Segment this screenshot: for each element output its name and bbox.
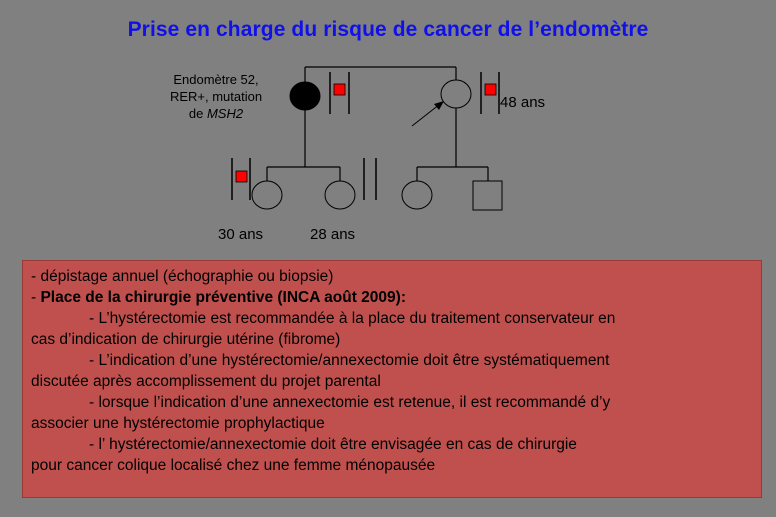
sub-item-4-line1 <box>31 434 753 455</box>
mother-annotation-line1: Endomètre 52, <box>173 72 259 87</box>
sub-item-1-text: - L’hystérectomie est recommandée à la place du traitement conservateur en <box>89 310 616 327</box>
daughter1-mutation-marker <box>236 171 247 182</box>
gene-name: MSH2 <box>206 106 244 121</box>
proband-arrow-head <box>434 101 444 110</box>
proband-age: 48 ans <box>500 94 546 111</box>
daughter1-symbol <box>252 181 282 209</box>
daughter1-age: 30 ans <box>218 226 264 243</box>
heading-dash: - <box>31 289 41 306</box>
recommendations-box <box>22 260 762 498</box>
mother-affected-symbol <box>290 82 320 110</box>
sub-item-3-line2: associer une hystérectomie prophylactique <box>31 415 325 432</box>
grandson-symbol <box>473 181 502 210</box>
daughter2-age: 28 ans <box>310 226 356 243</box>
sub-item-4-text: - l’ hystérectomie/annexectomie doit être envisagée en cas de chirurgie <box>89 436 577 453</box>
sub-item-3-text: - lorsque l’indication d’une annexectomie est retenue, il est recommandé d’y <box>89 394 611 411</box>
sub-item-1-line2: cas d’indication de chirurgie utérine (fibrome) <box>31 331 341 348</box>
mother-annotation <box>148 71 284 122</box>
mother-mutation-marker <box>334 84 345 95</box>
mother-annotation-line3 <box>148 105 284 122</box>
proband-arrow <box>412 104 440 126</box>
sub-item-1-line1 <box>31 308 753 329</box>
sub-item-3-line1 <box>31 392 753 413</box>
daughter2-symbol <box>325 181 355 209</box>
sub-item-2-text: - L’indication d’une hystérectomie/annexectomie doit être systématiquement <box>89 352 610 369</box>
sub-item-2-line2: discutée après accomplissement du projet parental <box>31 373 381 390</box>
sub-item-4-line2: pour cancer colique localisé chez une femme ménopausée <box>31 457 436 474</box>
slide-title: Prise en charge du risque de cancer de l’endomètre <box>127 18 649 41</box>
proband-mutation-marker <box>485 84 496 95</box>
recommendation-surgery-heading <box>31 287 753 308</box>
recommendation-screening: - dépistage annuel (échographie ou biopsie) <box>31 268 334 285</box>
heading-bold-text: Place de la chirurgie préventive (INCA août 2009): <box>40 289 406 306</box>
mother-annotation-line2: RER+, mutation <box>169 89 263 104</box>
mother-annotation-prefix: de <box>188 106 207 121</box>
granddaughter-symbol <box>402 181 432 209</box>
proband-symbol <box>441 80 471 108</box>
sub-item-2-line1 <box>31 350 753 371</box>
